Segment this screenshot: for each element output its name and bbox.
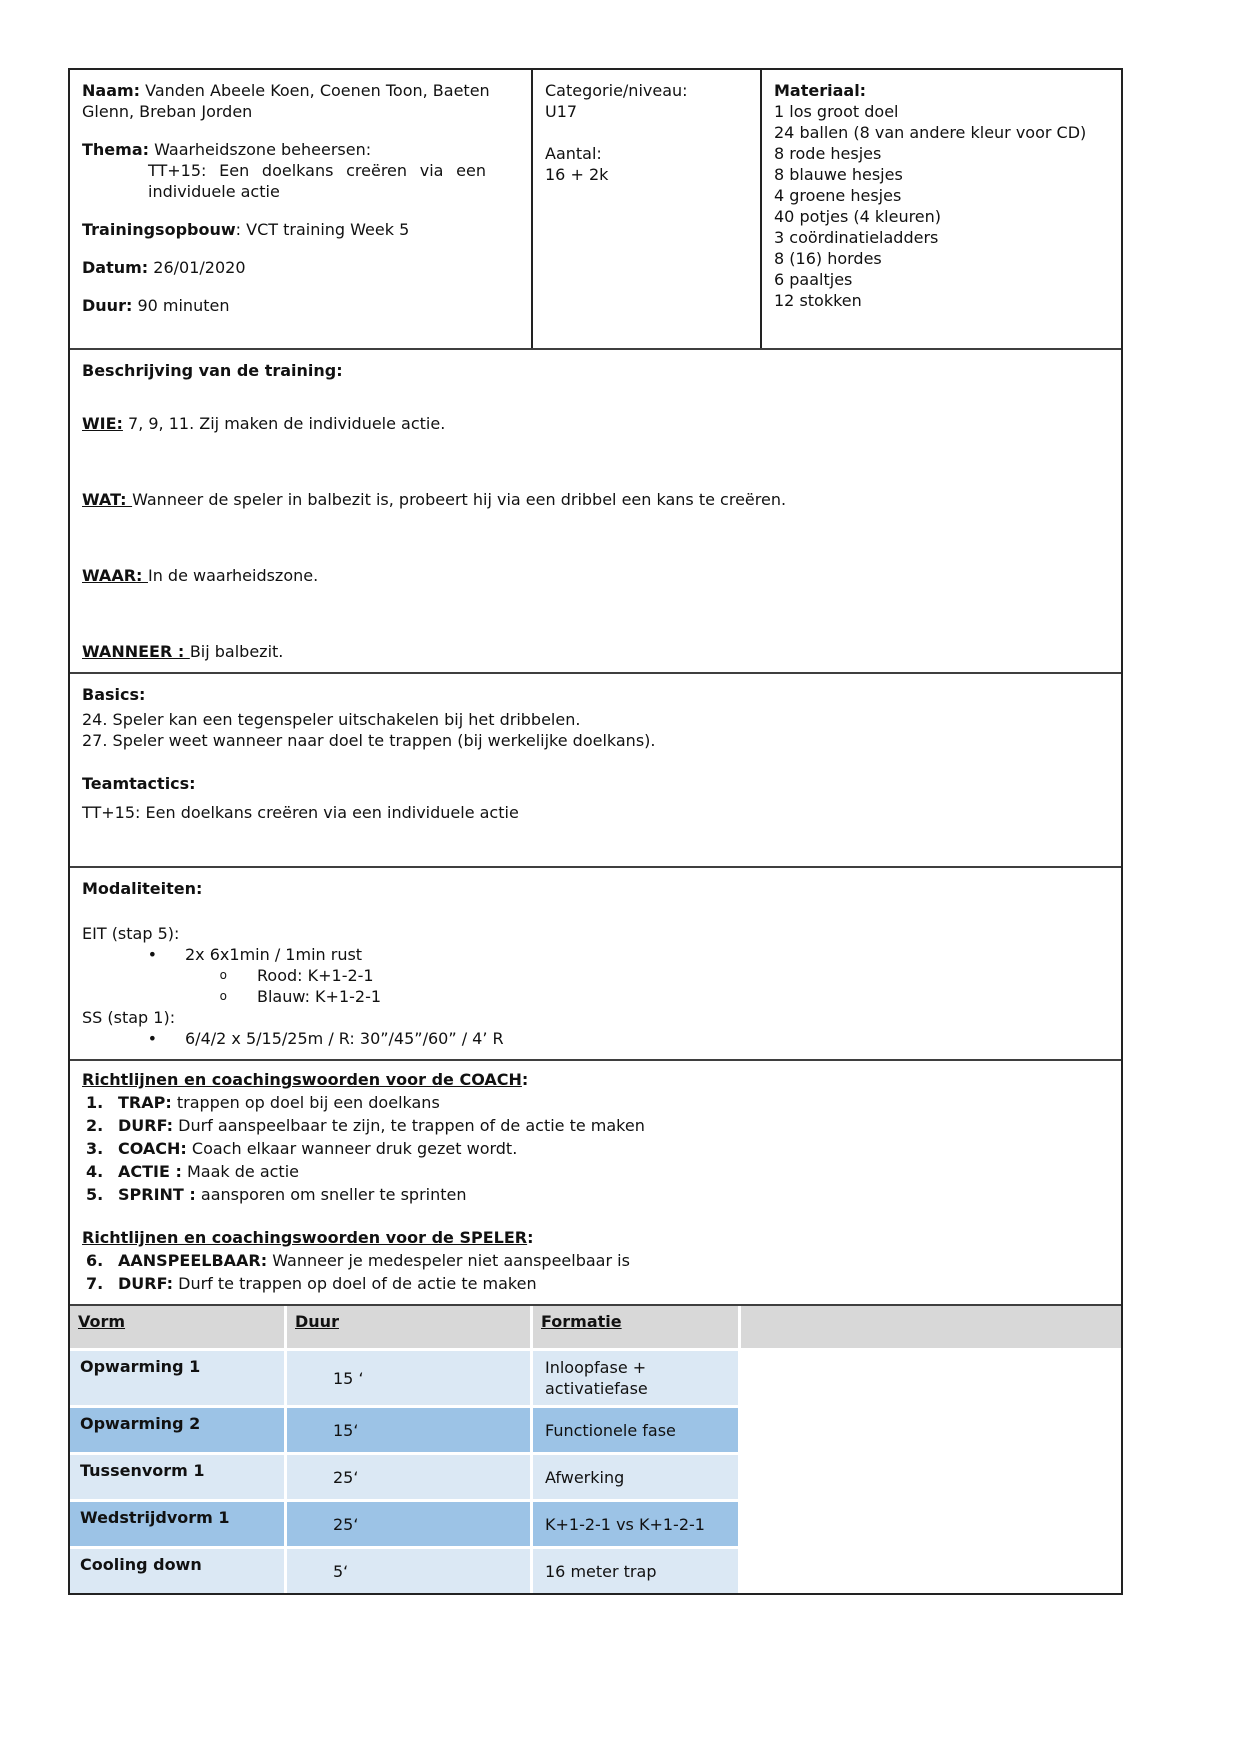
beschrijving-item-label: WIE: <box>82 414 123 433</box>
coach-title-text: Richtlijnen en coachingswoorden voor de COACH <box>82 1070 522 1089</box>
coach-item-keyword: SPRINT : <box>118 1185 196 1204</box>
duur-label: Duur: <box>82 296 133 315</box>
materiaal-item: 4 groene hesjes <box>774 186 902 205</box>
schedule-cell-vorm: Opwarming 2 <box>70 1408 284 1452</box>
coach-item-body: Coach elkaar wanneer druk gezet wordt. <box>186 1139 518 1158</box>
opbouw-paragraph <box>82 219 521 240</box>
eit-sub-text: Rood: K+1-2-1 <box>257 966 374 985</box>
bullet-icon: • <box>147 1029 157 1048</box>
info-cell-materiaal <box>762 70 1121 348</box>
beschrijving-item <box>82 413 1109 434</box>
circle-bullet-icon: o <box>219 989 227 1003</box>
beschrijving-item-text: In de waarheidszone. <box>147 566 319 585</box>
coach-item <box>82 1138 1109 1159</box>
coach-item-body: Durf aanspeelbaar te zijn, te trappen of de actie te maken <box>173 1116 645 1135</box>
beschrijving-item-text: 7, 9, 11. Zij maken de individuele actie. <box>122 414 446 433</box>
materiaal-item: 3 coördinatieladders <box>774 228 939 247</box>
speler-title-text: Richtlijnen en coachingswoorden voor de SPELER <box>82 1228 528 1247</box>
speler-item-text <box>118 1273 537 1294</box>
coach-item-body: aansporen om sneller te sprinten <box>195 1185 467 1204</box>
beschrijving-item-label: WAT: <box>82 490 133 509</box>
coach-item-keyword: COACH: <box>118 1139 187 1158</box>
schedule-cell-vorm: Wedstrijdvorm 1 <box>70 1502 284 1546</box>
aantal-label: Aantal: <box>545 144 602 163</box>
ss-title: SS (stap 1): <box>82 1008 176 1027</box>
eit-sub-row <box>82 965 1109 986</box>
coach-item-text <box>118 1138 517 1159</box>
categorie-label: Categorie/niveau: <box>545 81 688 100</box>
schedule-cell-duur: 5‘ <box>287 1549 530 1593</box>
aantal-value: 16 + 2k <box>545 165 609 184</box>
eit-sub-list <box>82 965 1109 1007</box>
speler-item <box>82 1250 1109 1271</box>
materiaal-item: 6 paaltjes <box>774 270 853 289</box>
naam-label: Naam: <box>82 81 141 100</box>
bullet-icon: • <box>147 945 157 964</box>
materiaal-item: 40 potjes (4 kleuren) <box>774 207 942 226</box>
info-row <box>70 70 1121 348</box>
schedule-header-vorm: Vorm <box>70 1306 284 1348</box>
eit-sub-text: Blauw: K+1-2-1 <box>257 987 382 1006</box>
coach-item-keyword: TRAP: <box>118 1093 172 1112</box>
thema-paragraph <box>82 139 521 160</box>
speler-item-body: Wanneer je medespeler niet aanspeelbaar is <box>267 1251 630 1270</box>
beschrijving-item-label: WAAR: <box>82 566 148 585</box>
coach-item-number: 3. <box>86 1139 104 1158</box>
speler-item-number: 6. <box>86 1251 104 1270</box>
schedule-cell-empty <box>741 1408 1121 1452</box>
schedule-table <box>70 1304 1121 1593</box>
schedule-cell-duur: 15‘ <box>287 1408 530 1452</box>
materiaal-item: 8 blauwe hesjes <box>774 165 903 184</box>
speler-item-body: Durf te trappen op doel of de actie te maken <box>173 1274 537 1293</box>
coach-item-keyword: ACTIE : <box>118 1162 182 1181</box>
beschrijving-item-label: WANNEER : <box>82 642 190 661</box>
coach-title <box>82 1069 1109 1090</box>
coach-item-body: trappen op doel bij een doelkans <box>171 1093 440 1112</box>
datum-value: 26/01/2020 <box>148 258 246 277</box>
naam-value: Vanden Abeele Koen, Coenen Toon, Baeten Glenn, Breban Jorden <box>82 81 490 121</box>
materiaal-item: 8 (16) hordes <box>774 249 882 268</box>
basics-item: 27. Speler weet wanneer naar doel te trappen (bij werkelijke doelkans). <box>82 731 656 750</box>
training-plan-table <box>68 68 1123 1595</box>
datum-paragraph <box>82 257 521 278</box>
beschrijving-title: Beschrijving van de training: <box>82 361 343 380</box>
naam-paragraph <box>82 80 521 122</box>
speler-title <box>82 1227 1109 1248</box>
thema-value: Waarheidszone beheersen: <box>149 140 372 159</box>
coach-item <box>82 1161 1109 1182</box>
coach-item-keyword: DURF: <box>118 1116 174 1135</box>
schedule-cell-formatie: K+1-2-1 vs K+1-2-1 <box>533 1502 738 1546</box>
speler-item-keyword: AANSPEELBAAR: <box>118 1251 268 1270</box>
coach-item-number: 1. <box>86 1093 104 1112</box>
coach-item-body: Maak de actie <box>181 1162 299 1181</box>
beschrijving-list <box>82 413 1109 662</box>
beschrijving-item-text: Wanneer de speler in balbezit is, probeert hij via een dribbel een kans te creëren. <box>132 490 787 509</box>
schedule-header-formatie: Formatie <box>533 1306 738 1348</box>
beschrijving-item <box>82 641 1109 662</box>
thema-label: Thema: <box>82 140 150 159</box>
opbouw-label: Trainingsopbouw <box>82 220 236 239</box>
coach-item <box>82 1184 1109 1205</box>
basics-title: Basics: <box>82 685 146 704</box>
speler-list <box>82 1250 1109 1294</box>
schedule-header-duur: Duur <box>287 1306 530 1348</box>
schedule-header-empty <box>741 1306 1121 1348</box>
schedule-cell-empty <box>741 1351 1121 1405</box>
schedule-cell-empty <box>741 1549 1121 1593</box>
beschrijving-section <box>70 348 1121 672</box>
schedule-cell-vorm: Cooling down <box>70 1549 284 1593</box>
schedule-cell-formatie: Functionele fase <box>533 1408 738 1452</box>
speler-item-number: 7. <box>86 1274 104 1293</box>
schedule-cell-formatie: Afwerking <box>533 1455 738 1499</box>
eit-title: EIT (stap 5): <box>82 924 180 943</box>
materiaal-item: 12 stokken <box>774 291 862 310</box>
schedule-cell-vorm: Opwarming 1 <box>70 1351 284 1405</box>
schedule-cell-empty <box>741 1455 1121 1499</box>
opbouw-value: : VCT training Week 5 <box>235 220 410 239</box>
ss-bullet-text: 6/4/2 x 5/15/25m / R: 30”/45”/60” / 4’ R <box>185 1029 504 1048</box>
coach-item-text <box>118 1115 645 1136</box>
datum-label: Datum: <box>82 258 149 277</box>
schedule-cell-empty <box>741 1502 1121 1546</box>
schedule-cell-formatie: 16 meter trap <box>533 1549 738 1593</box>
basics-item: 24. Speler kan een tegenspeler uitschakelen bij het dribbelen. <box>82 710 581 729</box>
coach-item <box>82 1115 1109 1136</box>
modaliteiten-section <box>70 866 1121 1059</box>
schedule-grid <box>70 1306 1121 1348</box>
modaliteiten-title: Modaliteiten: <box>82 879 203 898</box>
categorie-value: U17 <box>545 102 578 121</box>
schedule-cell-vorm: Tussenvorm 1 <box>70 1455 284 1499</box>
coach-item-text <box>118 1161 299 1182</box>
beschrijving-item-text: Bij balbezit. <box>189 642 284 661</box>
coach-item-text <box>118 1092 440 1113</box>
schedule-cell-formatie: Inloopfase + activatiefase <box>533 1351 738 1405</box>
eit-sub-row <box>82 986 1109 1007</box>
schedule-cell-duur: 25‘ <box>287 1455 530 1499</box>
coach-item <box>82 1092 1109 1113</box>
speler-item-keyword: DURF: <box>118 1274 174 1293</box>
coach-title-colon: : <box>521 1070 529 1089</box>
materiaal-item: 1 los groot doel <box>774 102 899 121</box>
coach-list <box>82 1092 1109 1205</box>
coach-item-number: 4. <box>86 1162 104 1181</box>
teamtactics-title: Teamtactics: <box>82 774 196 793</box>
info-cell-categorie <box>533 70 762 348</box>
eit-bullet-row <box>82 944 1109 965</box>
ss-bullet-row <box>82 1028 1109 1049</box>
basics-list <box>82 709 1109 751</box>
thema-sub: TT+15: Een doelkans creëren via een individuele actie <box>148 161 486 201</box>
info-cell-general <box>70 70 533 348</box>
materiaal-label: Materiaal: <box>774 81 867 100</box>
coach-item-number: 5. <box>86 1185 104 1204</box>
schedule-cell-duur: 15 ‘ <box>287 1351 530 1405</box>
coach-item-number: 2. <box>86 1116 104 1135</box>
speler-title-colon: : <box>527 1228 534 1247</box>
basics-section <box>70 672 1121 866</box>
materiaal-list <box>774 101 1111 311</box>
duur-value: 90 minuten <box>132 296 230 315</box>
speler-item-text <box>118 1250 630 1271</box>
spacer <box>82 1205 1109 1227</box>
teamtactics-text: TT+15: Een doelkans creëren via een individuele actie <box>82 803 519 822</box>
schedule-body <box>70 1351 1121 1593</box>
coach-item-text <box>118 1184 467 1205</box>
materiaal-item: 8 rode hesjes <box>774 144 882 163</box>
beschrijving-item <box>82 489 1109 510</box>
circle-bullet-icon: o <box>219 968 227 982</box>
eit-bullet-text: 2x 6x1min / 1min rust <box>185 945 363 964</box>
beschrijving-item <box>82 565 1109 586</box>
schedule-cell-duur: 25‘ <box>287 1502 530 1546</box>
speler-item <box>82 1273 1109 1294</box>
duur-paragraph <box>82 295 521 316</box>
richtlijnen-section <box>70 1059 1121 1304</box>
materiaal-item: 24 ballen (8 van andere kleur voor CD) <box>774 123 1087 142</box>
